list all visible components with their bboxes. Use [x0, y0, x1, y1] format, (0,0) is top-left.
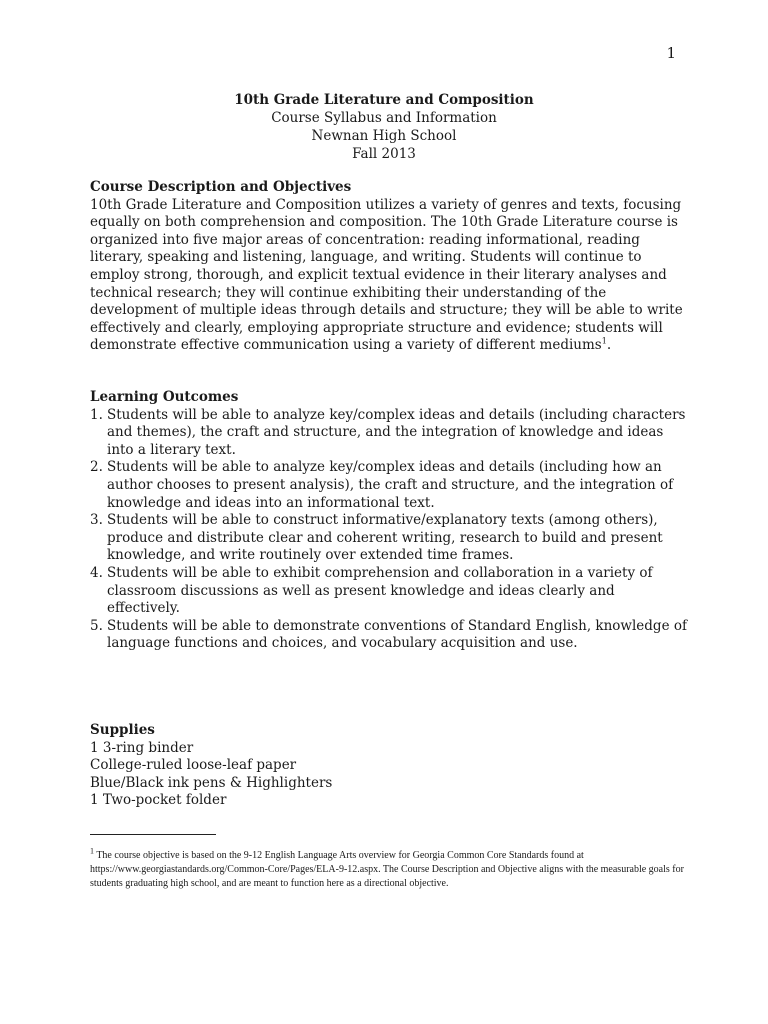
learning-outcomes-heading: Learning Outcomes	[90, 389, 239, 405]
list-item-text: Students will be able to construct informative/explanatory texts (among others), produce and distribute clear and coherent writing, research to build and present knowledge, and write routinely over extended time frames.	[107, 512, 663, 564]
footnote-marker: 1	[90, 846, 94, 856]
document-subtitle: Course Syllabus and Information	[271, 110, 497, 126]
learning-outcomes-section	[90, 389, 690, 653]
school-name: Newnan High School	[311, 128, 457, 144]
list-item-number: 2.	[90, 459, 103, 476]
course-description-body: 10th Grade Literature and Composition utilizes a variety of genres and texts, focusing equally on both comprehension and composition. The 10th Grade Literature course is organized into five major areas of concentration: reading informational, reading literary, speaking and listening, language, and writing. Students will continue to employ strong, thorough, and explicit textual evidence in their literary analyses and technical research; they will continue exhibiting their understanding of the development of multiple ideas through details and structure; they will be able to write effectively and clearly, employing appropriate structure and evidence; students will demonstrate effective communication using a variety of different mediums	[90, 196, 683, 354]
course-description-text	[90, 197, 690, 355]
supply-item: 1 3-ring binder	[90, 739, 194, 756]
list-item-text: Students will be able to analyze key/complex ideas and details (including characters and themes), the craft and structure, and the integration of knowledge and ideas into a literary text.	[107, 406, 686, 458]
list-item	[90, 565, 690, 618]
footnote	[90, 846, 690, 891]
list-item-text: Students will be able to analyze key/complex ideas and details (including how an author chooses to present analysis), the craft and structure, and the integration of knowledge and ideas into an informational text.	[107, 459, 674, 511]
supply-item: 1 Two-pocket folder	[90, 792, 227, 809]
list-item	[90, 618, 690, 653]
supply-item: College-ruled loose-leaf paper	[90, 757, 297, 774]
list-item-number: 4.	[90, 564, 103, 581]
sentence-end: .	[606, 337, 612, 354]
learning-outcomes-list	[90, 407, 690, 653]
footnote-text: The course objective is based on the 9-12 English Language Arts overview for Georgia Common Core Standards found at https://www.georgiastandards.org/Common-Core/Pages/ELA-9-12.aspx. The Course Description and Objective aligns with the measurable goals for students graduating high school, and are meant to function here as a directional objective.	[90, 850, 684, 889]
list-item-text: Students will be able to exhibit comprehension and collaboration in a variety of classroom discussions as well as present knowledge and ideas clearly and effectively.	[107, 564, 653, 617]
supply-item: Blue/Black ink pens & Highlighters	[90, 774, 333, 791]
list-item-number: 5.	[90, 617, 103, 634]
list-item-number: 3.	[90, 512, 103, 529]
document-header	[0, 91, 768, 163]
course-description-section	[90, 179, 690, 355]
list-item	[90, 407, 690, 460]
document-title: 10th Grade Literature and Composition	[234, 92, 534, 108]
footnote-reference: 1	[601, 336, 607, 346]
page-number: 1	[666, 44, 676, 62]
footnote-divider	[90, 834, 216, 835]
term: Fall 2013	[352, 146, 416, 162]
course-description-heading: Course Description and Objectives	[90, 179, 352, 195]
supplies-section	[90, 722, 690, 810]
list-item	[90, 512, 690, 565]
list-item-text: Students will be able to demonstrate conventions of Standard English, knowledge of language functions and choices, and vocabulary acquisition and use.	[107, 617, 687, 652]
list-item	[90, 459, 690, 512]
list-item-number: 1.	[90, 406, 103, 423]
supplies-heading: Supplies	[90, 722, 155, 738]
